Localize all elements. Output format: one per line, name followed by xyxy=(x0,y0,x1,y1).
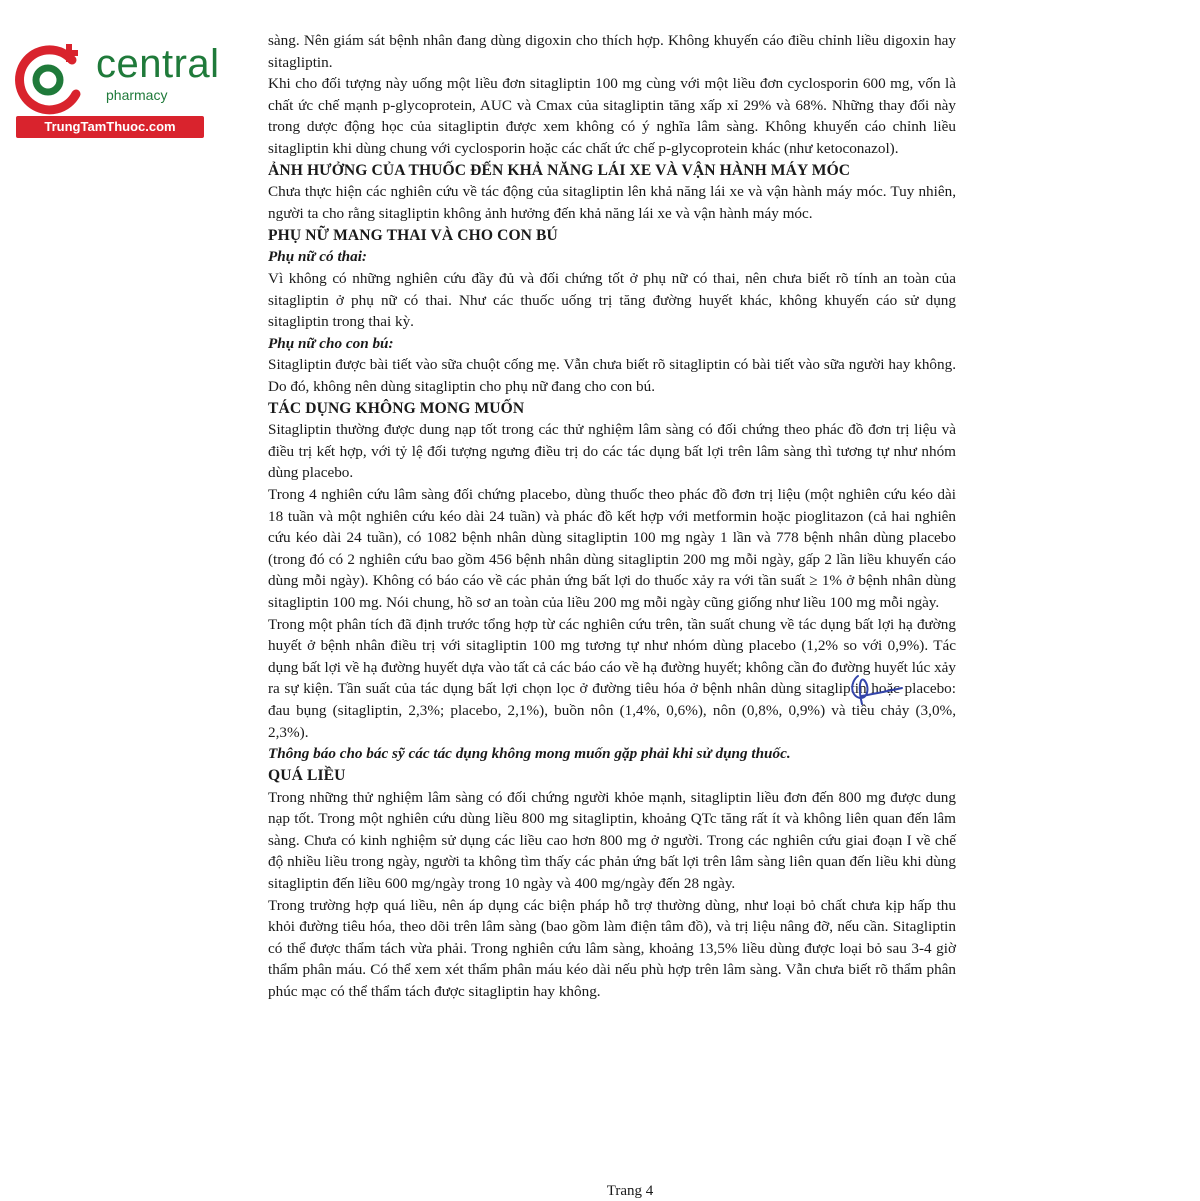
brand-name: central xyxy=(96,42,220,86)
paragraph: Vì không có những nghiên cứu đầy đủ và đối chứng tốt ở phụ nữ có thai, nên chưa biết rõ tính an toàn của sitagliptin ở phụ nữ có thai. Như các thuốc uống trị tăng đường huyết khác, không khuyến cáo sử dụng sitagliptin trong thai kỳ. xyxy=(268,269,956,331)
section-heading-adverse: TÁC DỤNG KHÔNG MONG MUỐN xyxy=(268,399,525,417)
paragraph: Trong 4 nghiên cứu lâm sàng đối chứng placebo, dùng thuốc theo phác đồ đơn trị liệu (một nghiên cứu kéo dài 18 tuần và một nghiên cứu kéo dài 24 tuần) và phác đồ kết hợp với metformin hoặc pioglitazon (cả hai nghiên cứu kéo dài 24 tuần), có 1082 bệnh nhân dùng sitagliptin 100 mg ngày 1 lần và 778 bệnh nhân dùng placebo (trong đó có 2 nghiên cứu bao gồm 456 bệnh nhân dùng sitagliptin 200 mg mỗi ngày, gấp 2 lần liều khuyến cáo dùng mỗi ngày). Không có báo cáo về các phản ứng bất lợi do thuốc xảy ra với tần suất ≥ 1% ở bệnh nhân dùng sitagliptin 100 mg. Nói chung, hồ sơ an toàn của liều 200 mg mỗi ngày cũng giống như liều 100 mg mỗi ngày. xyxy=(268,486,956,612)
brand-url: TrungTamThuoc.com xyxy=(16,116,204,138)
paragraph: Trong một phân tích đã định trước tổng hợp từ các nghiên cứu trên, tần suất chung về tác dụng bất lợi hạ đường huyết ở bệnh nhân điều trị với sitagliptin 100 mg tương tự như nhóm dùng placebo (1,2% so với 0,9%). Tác dụng bất lợi về hạ đường huyết dựa vào tất cả các báo cáo về hạ đường huyết; không cần đo đường huyết lúc xảy ra sự kiện. Tần suất của tác dụng bất lợi chọn lọc ở đường tiêu hóa ở bệnh nhân dùng sitagliptin hoặc placebo: đau bụng (sitagliptin, 2,3%; placebo, 2,1%), buồn nôn (1,4%, 0,6%), nôn (0,8%, 0,9%) và tiêu chảy (3,0%, 2,3%). xyxy=(268,615,956,741)
notice-text: Thông báo cho bác sỹ các tác dụng không mong muốn gặp phải khi sử dụng thuốc. xyxy=(268,745,791,763)
subheading-pregnant: Phụ nữ có thai: xyxy=(268,248,367,266)
section-heading-pregnancy: PHỤ NỮ MANG THAI VÀ CHO CON BÚ xyxy=(268,226,558,244)
subheading-nursing: Phụ nữ cho con bú: xyxy=(268,334,394,352)
paragraph: Khi cho đối tượng này uống một liều đơn sitagliptin 100 mg cùng với một liều đơn cyclosporin 600 mg, vốn là chất ức chế mạnh p-glycoprotein, AUC và Cmax của sitagliptin tăng xấp xỉ 29% và 68%. Những thay đổi này trong dược động học của sitagliptin được xem không có ý nghĩa lâm sàng. Không khuyến cáo chỉnh liều sitagliptin khi dùng chung với cyclosporin hoặc các chất ức chế p-glycoprotein khác (như ketoconazol). xyxy=(268,75,956,157)
page-number: Trang 4 xyxy=(606,1183,654,1199)
brand-subtitle: pharmacy xyxy=(106,87,168,103)
brand-logo xyxy=(10,30,220,140)
paragraph: Sitagliptin thường được dung nạp tốt trong các thử nghiệm lâm sàng có đối chứng theo phác đồ đơn trị liệu và điều trị kết hợp, với tỷ lệ đối tượng ngưng điều trị do các tác dụng bất lợi trên lâm sàng thì tương tự như nhóm dùng placebo. xyxy=(268,421,956,482)
pharmacy-cross-icon xyxy=(10,38,90,118)
paragraph: Trong trường hợp quá liều, nên áp dụng các biện pháp hỗ trợ thường dùng, như loại bỏ chất chưa kịp hấp thu khỏi đường tiêu hóa, theo dõi trên lâm sàng (bao gồm làm điện tâm đồ), và trị liệu nâng đỡ, nếu cần. Sitagliptin có thể được thẩm tách vừa phải. Trong nghiên cứu lâm sàng, khoảng 13,5% liều dùng được loại bỏ sau 3-4 giờ thẩm phân máu. Có thể xem xét thẩm phân máu kéo dài nếu phù hợp trên lâm sàng. Vẫn chưa biết rõ thẩm phân phúc mạc có thể thẩm tách được sitagliptin hay không. xyxy=(268,896,956,1000)
signature-mark xyxy=(836,668,906,708)
section-heading-overdose: QUÁ LIỀU xyxy=(268,766,346,784)
paragraph: Chưa thực hiện các nghiên cứu về tác động của sitagliptin lên khả năng lái xe và vận hành máy móc. Tuy nhiên, người ta cho rằng sitagliptin không ảnh hưởng đến khả năng lái xe và vận hành máy móc. xyxy=(268,183,956,222)
section-heading-driving: ẢNH HƯỞNG CỦA THUỐC ĐẾN KHẢ NĂNG LÁI XE VÀ VẬN HÀNH MÁY MÓC xyxy=(268,161,851,179)
paragraph: Trong những thử nghiệm lâm sàng có đối chứng người khỏe mạnh, sitagliptin liều đơn đến 800 mg được dung nạp tốt. Trong một nghiên cứu dùng liều 800 mg sitagliptin, khoảng QTc tăng rất ít và không liên quan đến lâm sàng. Chưa có kinh nghiệm sử dụng các liều cao hơn 800 mg ở người. Trong các nghiên cứu giai đoạn I về chế độ nhiều liều trong ngày, người ta không tìm thấy các phản ứng bất lợi trên lâm sàng liên quan đến liều khi dùng sitagliptin đến liều 600 mg/ngày trong 10 ngày và 400 mg/ngày đến 28 ngày. xyxy=(268,788,956,892)
paragraph: sàng. Nên giám sát bệnh nhân đang dùng digoxin cho thích hợp. Không khuyến cáo điều chỉnh liều digoxin hay sitagliptin. xyxy=(268,32,956,71)
document-body xyxy=(268,30,956,1003)
paragraph: Sitagliptin được bài tiết vào sữa chuột cống mẹ. Vẫn chưa biết rõ sitagliptin có bài tiết vào sữa người hay không. Do đó, không nên dùng sitagliptin cho phụ nữ đang cho con bú. xyxy=(268,356,956,395)
